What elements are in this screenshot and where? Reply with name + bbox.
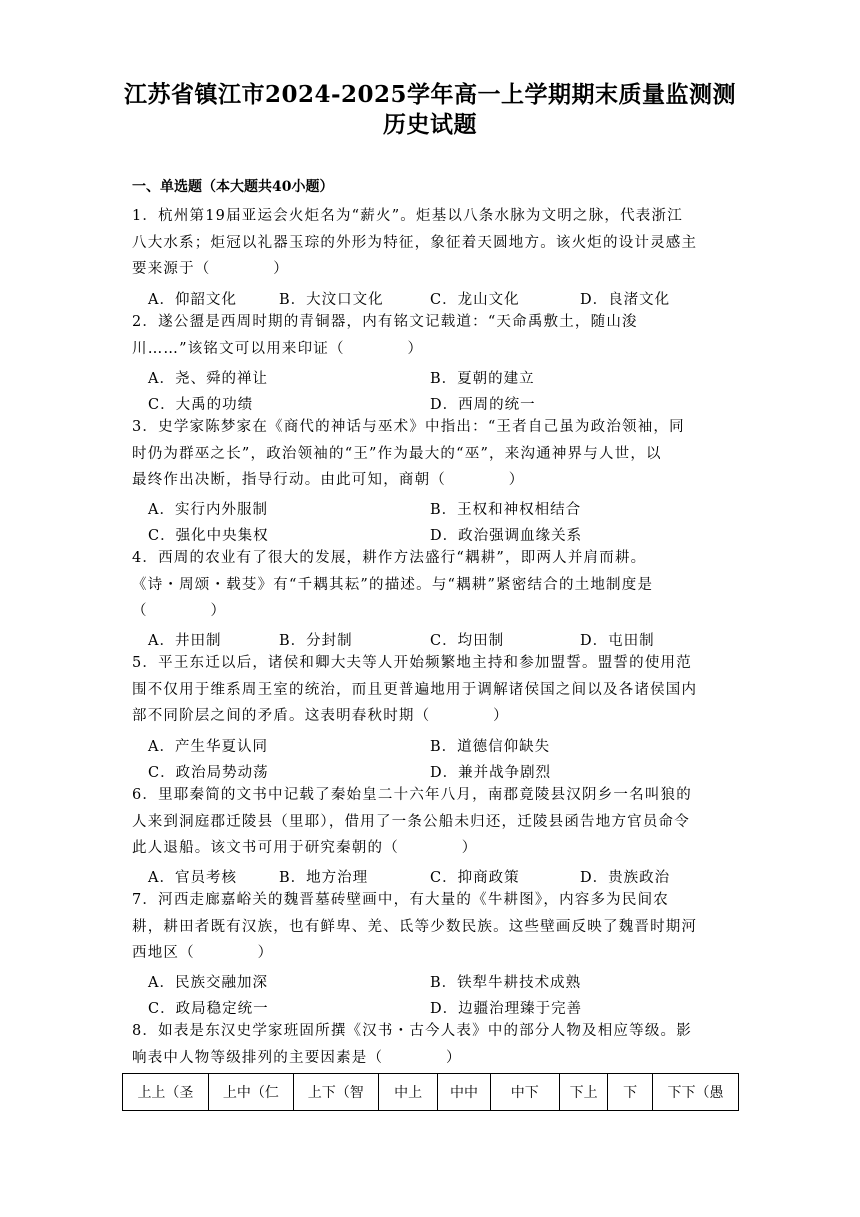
question-line: 八大水系；炬冠以礼器玉琮的外形为特征，象征着天圆地方。该火炬的设计灵感主 [132,234,698,251]
question-6-option-c[interactable]: C．抑商政策 [430,870,520,886]
question-line: （ ） [132,603,227,619]
question-3-option-a[interactable]: A．实行内外服制 [148,502,268,518]
question-1-option-d[interactable]: D．良渚文化 [580,292,671,308]
question-2-option-c[interactable]: C．大禹的功绩 [148,397,254,413]
question-5-option-a[interactable]: A．产生华夏认同 [148,739,268,755]
question-line: 要来源于（ ） [132,261,289,277]
question-7-option-a[interactable]: A．民族交融加深 [148,975,268,991]
table-cell: 上下（智 [293,1074,378,1111]
table-cell: 下下（愚 [653,1074,739,1111]
table-cell: 上中（仁 [208,1074,293,1111]
question-4-option-c[interactable]: C．均田制 [430,633,505,649]
question-7-option-b[interactable]: B．铁犁牛耕技术成熟 [430,975,582,991]
question-6-option-a[interactable]: A．官员考核 [148,870,237,886]
question-3-option-c[interactable]: C．强化中央集权 [148,528,269,544]
question-line: 部不同阶层之间的矛盾。这表明春秋时期（ ） [132,708,509,724]
ranking-table [122,1073,739,1111]
question-line: 7．河西走廊嘉峪关的魏晋墓砖壁画中，有大量的《牛耕图》，内容多为民间农 [132,892,669,908]
question-line: 人来到洞庭郡迁陵县（里耶），借用了一条公船未归还，迁陵县函告地方官员命令 [132,813,690,830]
question-4-option-d[interactable]: D．屯田制 [580,633,655,649]
question-8-text [132,1018,732,1071]
question-4-text [132,545,732,625]
question-line: 2．遂公盨是西周时期的青铜器，内有铭文记载道：“天命禹敷土，随山浚 [132,314,638,330]
document-title-line-1: 江苏省镇江市2024-2025学年高一上学期期末质量监测测 [123,81,737,108]
question-3-option-b[interactable]: B．王权和神权相结合 [430,502,582,518]
question-5-option-c[interactable]: C．政治局势动荡 [148,765,269,781]
question-line: 川……”该铭文可以用来印证（ ） [132,340,424,357]
question-line: 8．如表是东汉史学家班固所撰《汉书・古今人表》中的部分人物及相应等级。影 [132,1023,692,1039]
question-1-text [132,203,732,283]
question-line: 《诗・周颂・载芟》有“千耦其耘”的描述。与“耦耕”紧密结合的土地制度是 [132,576,654,593]
question-line: 最终作出决断，指导行动。由此可知，商朝（ ） [132,472,525,488]
question-2-option-d[interactable]: D．西周的统一 [430,397,536,413]
table-cell: 中下 [490,1074,559,1111]
table-cell: 中中 [438,1074,490,1111]
table-header-row [123,1074,739,1111]
question-6-option-d[interactable]: D．贵族政治 [580,870,671,886]
question-line: 西地区（ ） [132,945,274,961]
question-7-option-d[interactable]: D．边疆治理臻于完善 [430,1001,583,1017]
question-3-text [132,414,732,494]
question-7-option-c[interactable]: C．政局稳定统一 [148,1001,269,1017]
table-cell: 中上 [378,1074,438,1111]
document-title-line-2: 历史试题 [383,111,477,138]
question-4-option-a[interactable]: A．井田制 [148,633,222,649]
question-7-text [132,887,732,967]
question-line: 时仍为群巫之长”，政治领袖的“王”作为最大的“巫”，来沟通神界与人世，以 [132,445,662,462]
question-5-text [132,650,732,730]
section-heading: 一、单选题（本大题共40小题） [132,179,334,195]
question-line: 5．平王东迁以后，诸侯和卿大夫等人开始频繁地主持和参加盟誓。盟誓的使用范 [132,655,692,671]
question-1-option-a[interactable]: A．仰韶文化 [148,292,237,308]
question-2-option-a[interactable]: A．尧、舜的禅让 [148,371,268,387]
question-2-option-b[interactable]: B．夏朝的建立 [430,371,535,387]
question-line: 1．杭州第19届亚运会火炬名为“薪火”。炬基以八条水脉为文明之脉，代表浙江 [132,208,683,224]
table-cell: 上上（圣 [123,1074,209,1111]
question-4-option-b[interactable]: B．分封制 [279,633,353,649]
question-5-option-b[interactable]: B．道德信仰缺失 [430,739,551,755]
question-line: 6．里耶秦简的文书中记载了秦始皇二十六年八月，南郡竟陵县汉阴乡一名叫狼的 [132,787,692,803]
question-line: 3．史学家陈梦家在《商代的神话与巫术》中指出：“王者自己虽为政治领袖，同 [132,419,685,435]
question-line: 此人退船。该文书可用于研究秦朝的（ ） [132,840,478,856]
question-line: 4．西周的农业有了很大的发展，耕作方法盛行“耦耕”，即两人并肩而耕。 [132,550,647,566]
question-1-option-b[interactable]: B．大汶口文化 [279,292,384,308]
question-1-option-c[interactable]: C．龙山文化 [430,292,520,308]
table-cell: 下 [608,1074,653,1111]
question-5-option-d[interactable]: D．兼并战争剧烈 [430,765,552,781]
question-2-text [132,309,732,362]
question-6-option-b[interactable]: B．地方治理 [279,870,369,886]
table-cell: 下上 [560,1074,608,1111]
question-3-option-d[interactable]: D．政治强调血缘关系 [430,528,583,544]
question-line: 响表中人物等级排列的主要因素是（ ） [132,1049,462,1066]
question-line: 耕，耕田者既有汉族，也有鲜卑、羌、氐等少数民族。这些壁画反映了魏晋时期河 [132,918,698,935]
question-6-text [132,782,732,862]
question-line: 围不仅用于维系周王室的统治，而且更普遍地用于调解诸侯国之间以及各诸侯国内 [132,681,698,698]
